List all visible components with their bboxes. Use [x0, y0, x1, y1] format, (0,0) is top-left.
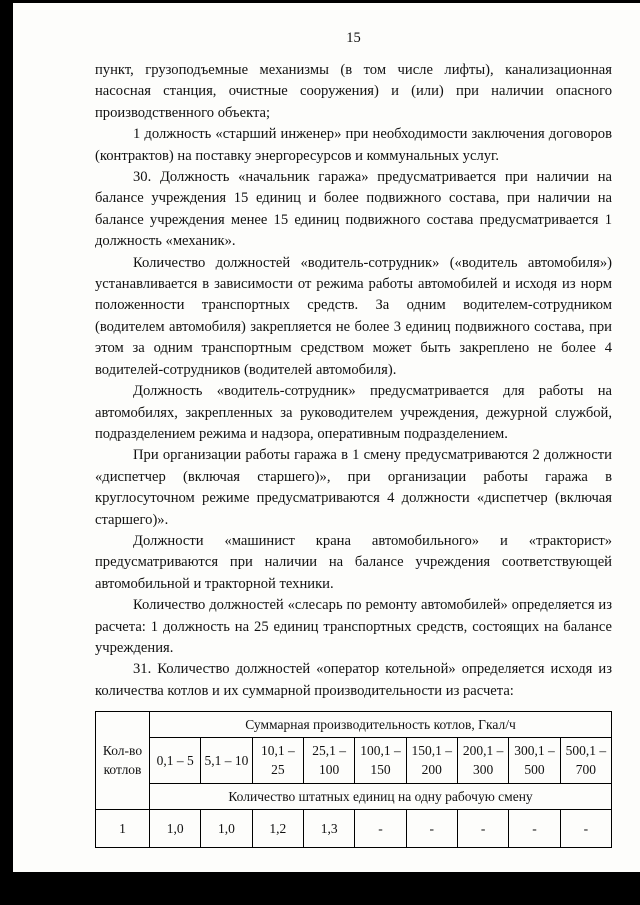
page-number: 15	[346, 30, 361, 46]
table-range-col: 500,1 – 700	[560, 738, 611, 784]
paragraph-senior-engineer: 1 должность «старший инженер» при необходимости заключения договоров (контрактов) на поставку энергоресурсов и коммунальных услуг.	[95, 126, 612, 164]
page-content	[95, 30, 612, 848]
table-cell: 1,2	[252, 810, 303, 848]
table-range-col: 25,1 – 100	[303, 738, 354, 784]
paragraph-item-30: 30. Должность «начальник гаража» предусматривается при наличии на балансе учреждения 15 единиц и более подвижного состава, при наличии на балансе учреждения менее 15 единиц подвижного состава предусматривается 1 должность «механик».	[95, 169, 612, 250]
table-range-col: 200,1 – 300	[457, 738, 508, 784]
table-cell: -	[406, 810, 457, 848]
scan-edge-bottom	[0, 872, 640, 905]
table-header-capacity: Суммарная производительность котлов, Гкал/ч	[150, 712, 612, 738]
table-cell: 1,0	[201, 810, 252, 848]
table-cell: 1,0	[150, 810, 201, 848]
table-range-col: 150,1 – 200	[406, 738, 457, 784]
table-range-col: 5,1 – 10	[201, 738, 252, 784]
table-cell: 1,3	[303, 810, 354, 848]
table-range-col: 100,1 – 150	[355, 738, 406, 784]
table-subheader-staff-units: Количество штатных единиц на одну рабочую смену	[150, 784, 612, 810]
scan-edge-top	[0, 0, 640, 3]
paragraph-driver-duty: Должность «водитель-сотрудник» предусматривается для работы на автомобилях, закрепленных за руководителем учреждения, дежурной службой, подразделением режима и надзора, оперативным подразделением.	[95, 383, 612, 442]
table-range-col: 0,1 – 5	[150, 738, 201, 784]
table-range-col: 10,1 – 25	[252, 738, 303, 784]
table-cell: 1	[96, 810, 150, 848]
table-cell: -	[457, 810, 508, 848]
table-cell: -	[355, 810, 406, 848]
paragraph-item-31: 31. Количество должностей «оператор котельной» определяется исходя из количества котлов и их суммарной производительности из расчета:	[95, 661, 612, 699]
paragraph-crane-tractor: Должности «машинист крана автомобильного» и «тракторист» предусматриваются при наличии на балансе учреждения соответствующей автомобильной и тракторной техники.	[95, 532, 612, 592]
paragraph-dispatcher: При организации работы гаража в 1 смену предусматриваются 2 должности «диспетчер (включая старшего)», при организации работы гаража в круглосуточном режиме предусматриваются 4 должности «диспетчер (включая старшего)».	[95, 447, 612, 528]
table-cell: -	[509, 810, 560, 848]
paragraph-continuation: пункт, грузоподъемные механизмы (в том числе лифты), канализационная насосная станция, очистные сооружения) и (или) при наличии опасного производственного объекта;	[95, 62, 612, 121]
table-range-col: 300,1 – 500	[509, 738, 560, 784]
table-cell: -	[560, 810, 611, 848]
paragraph-mechanic-ratio: Количество должностей «слесарь по ремонту автомобилей» определяется из расчета: 1 должность на 25 единиц транспортных средств, состоящих на балансе учреждения.	[95, 597, 612, 656]
scan-edge-left	[0, 0, 13, 905]
paragraph-driver-count: Количество должностей «водитель-сотрудник» («водитель автомобиля») устанавливается в зависимости от режима работы автомобилей и исходя из норм положенности транспортных средств. За одним водителем-сотрудником (водителем автомобиля) закрепляется не более 3 единиц подвижного состава, при этом за одним транспортным средством может быть закреплено не более 4 водителей-сотрудников (водителей автомобиля).	[95, 254, 612, 378]
boiler-operator-table	[95, 711, 612, 848]
table-header-boiler-count: Кол-во котлов	[96, 712, 150, 810]
